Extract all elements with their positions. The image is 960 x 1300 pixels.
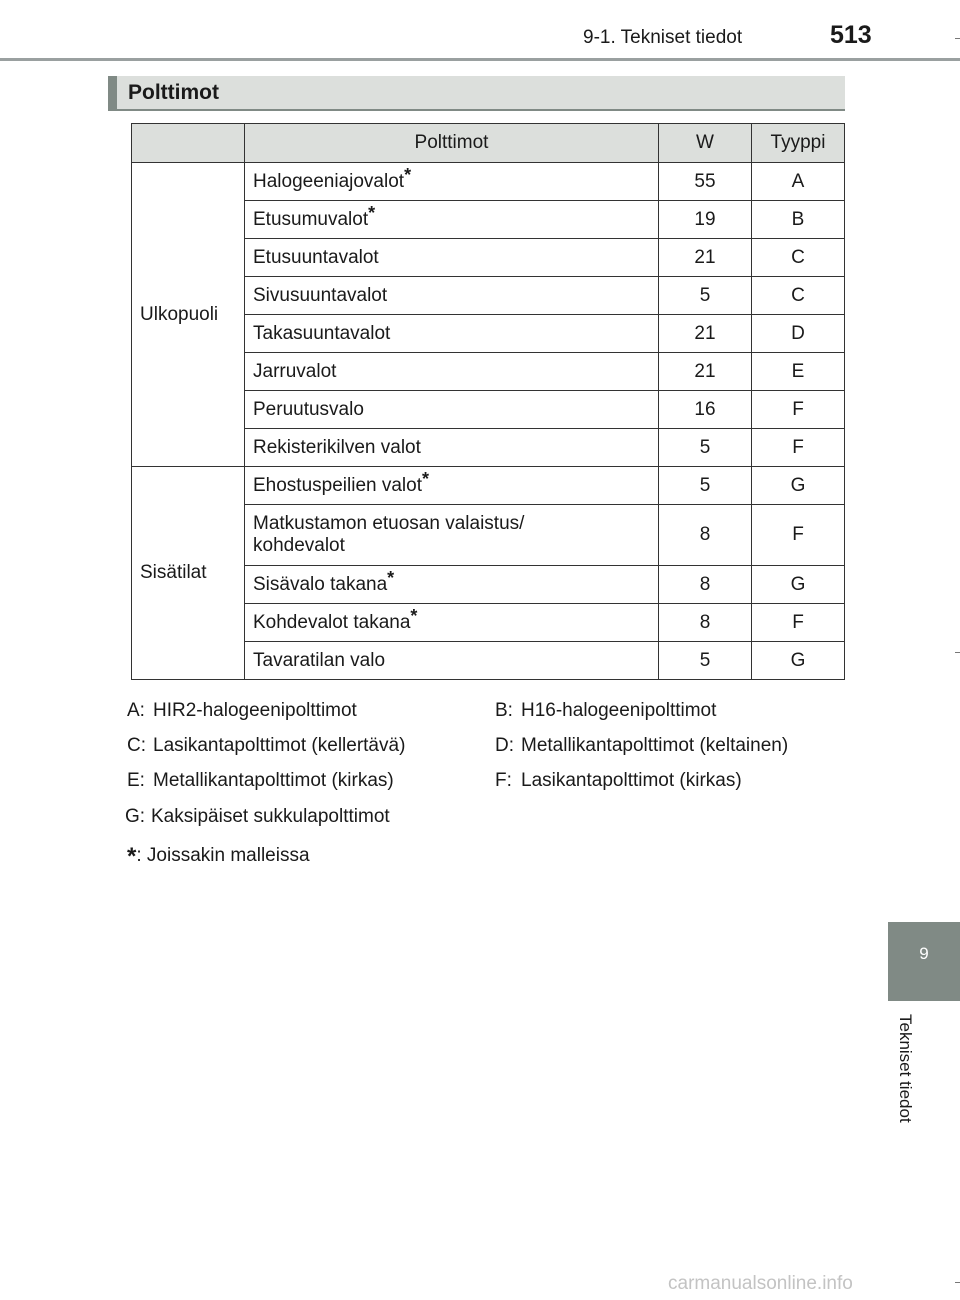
header-divider bbox=[0, 58, 960, 61]
footnote-marker: * bbox=[422, 468, 430, 489]
column-header-watts: W bbox=[659, 124, 752, 163]
legend-item-b bbox=[495, 700, 716, 722]
bulb-name: Halogeeniajovalot bbox=[253, 170, 405, 192]
legend-key: D: bbox=[495, 735, 514, 756]
bulb-name: Tavaratilan valo bbox=[245, 642, 659, 680]
crop-mark bbox=[955, 38, 960, 39]
type-cell: F bbox=[752, 391, 845, 429]
bulb-name: Peruutusvalo bbox=[245, 391, 659, 429]
type-cell: C bbox=[752, 239, 845, 277]
watt-cell: 21 bbox=[659, 315, 752, 353]
header-section-title: 9-1. Tekniset tiedot bbox=[583, 27, 743, 48]
footnote-marker: * bbox=[404, 164, 412, 185]
bulb-name-cell bbox=[245, 163, 659, 201]
crop-mark bbox=[955, 652, 960, 653]
legend-text: HIR2-halogeenipolttimot bbox=[153, 700, 357, 721]
column-header-bulbs: Polttimot bbox=[245, 124, 659, 163]
legend-item-g bbox=[125, 806, 390, 828]
footnote-star: * bbox=[127, 843, 137, 870]
legend-key: E: bbox=[127, 770, 145, 791]
type-cell: B bbox=[752, 201, 845, 239]
chapter-number: 9 bbox=[919, 944, 929, 963]
bulb-name: Ehostuspeilien valot bbox=[253, 474, 422, 496]
watt-cell: 16 bbox=[659, 391, 752, 429]
footnote-marker: * bbox=[368, 202, 376, 223]
bulb-name: Sivusuuntavalot bbox=[245, 277, 659, 315]
bulb-name: Takasuuntavalot bbox=[245, 315, 659, 353]
type-cell: A bbox=[752, 163, 845, 201]
bulb-name-cell bbox=[245, 604, 659, 642]
legend-key: A: bbox=[127, 700, 145, 721]
bulb-name: Rekisterikilven valot bbox=[245, 429, 659, 467]
bulb-name: Etusuuntavalot bbox=[245, 239, 659, 277]
watt-cell: 8 bbox=[659, 566, 752, 604]
type-cell: D bbox=[752, 315, 845, 353]
chapter-tab bbox=[888, 922, 960, 1001]
watermark: carmanualsonline.info bbox=[668, 1273, 853, 1294]
watt-cell: 5 bbox=[659, 429, 752, 467]
bulb-table bbox=[131, 123, 845, 680]
watt-cell: 5 bbox=[659, 277, 752, 315]
legend-key: C: bbox=[127, 735, 146, 756]
type-cell: G bbox=[752, 566, 845, 604]
bulb-name: Sisävalo takana bbox=[253, 573, 388, 595]
watt-cell: 8 bbox=[659, 505, 752, 566]
table-header-row bbox=[132, 124, 845, 163]
bulb-name-cell bbox=[245, 201, 659, 239]
crop-mark bbox=[955, 1282, 960, 1283]
footnote bbox=[127, 840, 310, 868]
legend-text: Lasikantapolttimot (kellertävä) bbox=[153, 735, 406, 756]
footnote-marker: * bbox=[410, 605, 418, 626]
table-row bbox=[132, 163, 845, 201]
page-number: 513 bbox=[830, 21, 872, 49]
type-cell: G bbox=[752, 467, 845, 505]
legend-key: G: bbox=[125, 806, 146, 827]
legend-text: Metallikantapolttimot (kirkas) bbox=[153, 770, 394, 791]
type-cell: F bbox=[752, 604, 845, 642]
section-heading-text: Polttimot bbox=[128, 81, 219, 104]
legend-text: Kaksipäiset sukkulapolttimot bbox=[151, 806, 390, 827]
bulb-name-cell bbox=[245, 467, 659, 505]
watt-cell: 21 bbox=[659, 239, 752, 277]
watt-cell: 5 bbox=[659, 467, 752, 505]
bulb-name: Matkustamon etuosan valaistus/ bbox=[253, 513, 525, 534]
column-header-type: Tyyppi bbox=[752, 124, 845, 163]
legend-item-a bbox=[127, 700, 357, 722]
legend-item-d bbox=[495, 735, 788, 757]
table-header-empty bbox=[132, 124, 245, 163]
watt-cell: 19 bbox=[659, 201, 752, 239]
footnote-text: : Joissakin malleissa bbox=[136, 845, 310, 866]
legend-text: Metallikantapolttimot (keltainen) bbox=[521, 735, 789, 756]
type-cell: E bbox=[752, 353, 845, 391]
watt-cell: 8 bbox=[659, 604, 752, 642]
legend-item-f bbox=[495, 770, 742, 792]
watt-cell: 5 bbox=[659, 642, 752, 680]
type-cell: G bbox=[752, 642, 845, 680]
legend-key: F: bbox=[495, 770, 512, 791]
bulb-name: Jarruvalot bbox=[245, 353, 659, 391]
chapter-label: Tekniset tiedot bbox=[896, 1014, 915, 1123]
bulb-name-continued: kohdevalot bbox=[253, 535, 345, 556]
bulb-name-cell bbox=[245, 505, 659, 566]
legend-item-c bbox=[127, 735, 405, 757]
watt-cell: 21 bbox=[659, 353, 752, 391]
group-label-interior: Sisätilat bbox=[132, 467, 245, 680]
section-heading-underline bbox=[108, 109, 845, 111]
type-cell: C bbox=[752, 277, 845, 315]
legend-text: Lasikantapolttimot (kirkas) bbox=[521, 770, 742, 791]
legend-key: B: bbox=[495, 700, 513, 721]
group-label-exterior: Ulkopuoli bbox=[132, 163, 245, 467]
watt-cell: 55 bbox=[659, 163, 752, 201]
bulb-name: Etusumuvalot bbox=[253, 208, 369, 230]
bulb-name-cell bbox=[245, 566, 659, 604]
legend-item-e bbox=[127, 770, 394, 792]
type-cell: F bbox=[752, 505, 845, 566]
legend-text: H16-halogeenipolttimot bbox=[521, 700, 717, 721]
type-cell: F bbox=[752, 429, 845, 467]
table-row bbox=[132, 467, 845, 505]
bulb-name: Kohdevalot takana bbox=[253, 611, 411, 633]
section-heading bbox=[108, 76, 845, 111]
footnote-marker: * bbox=[387, 567, 395, 588]
